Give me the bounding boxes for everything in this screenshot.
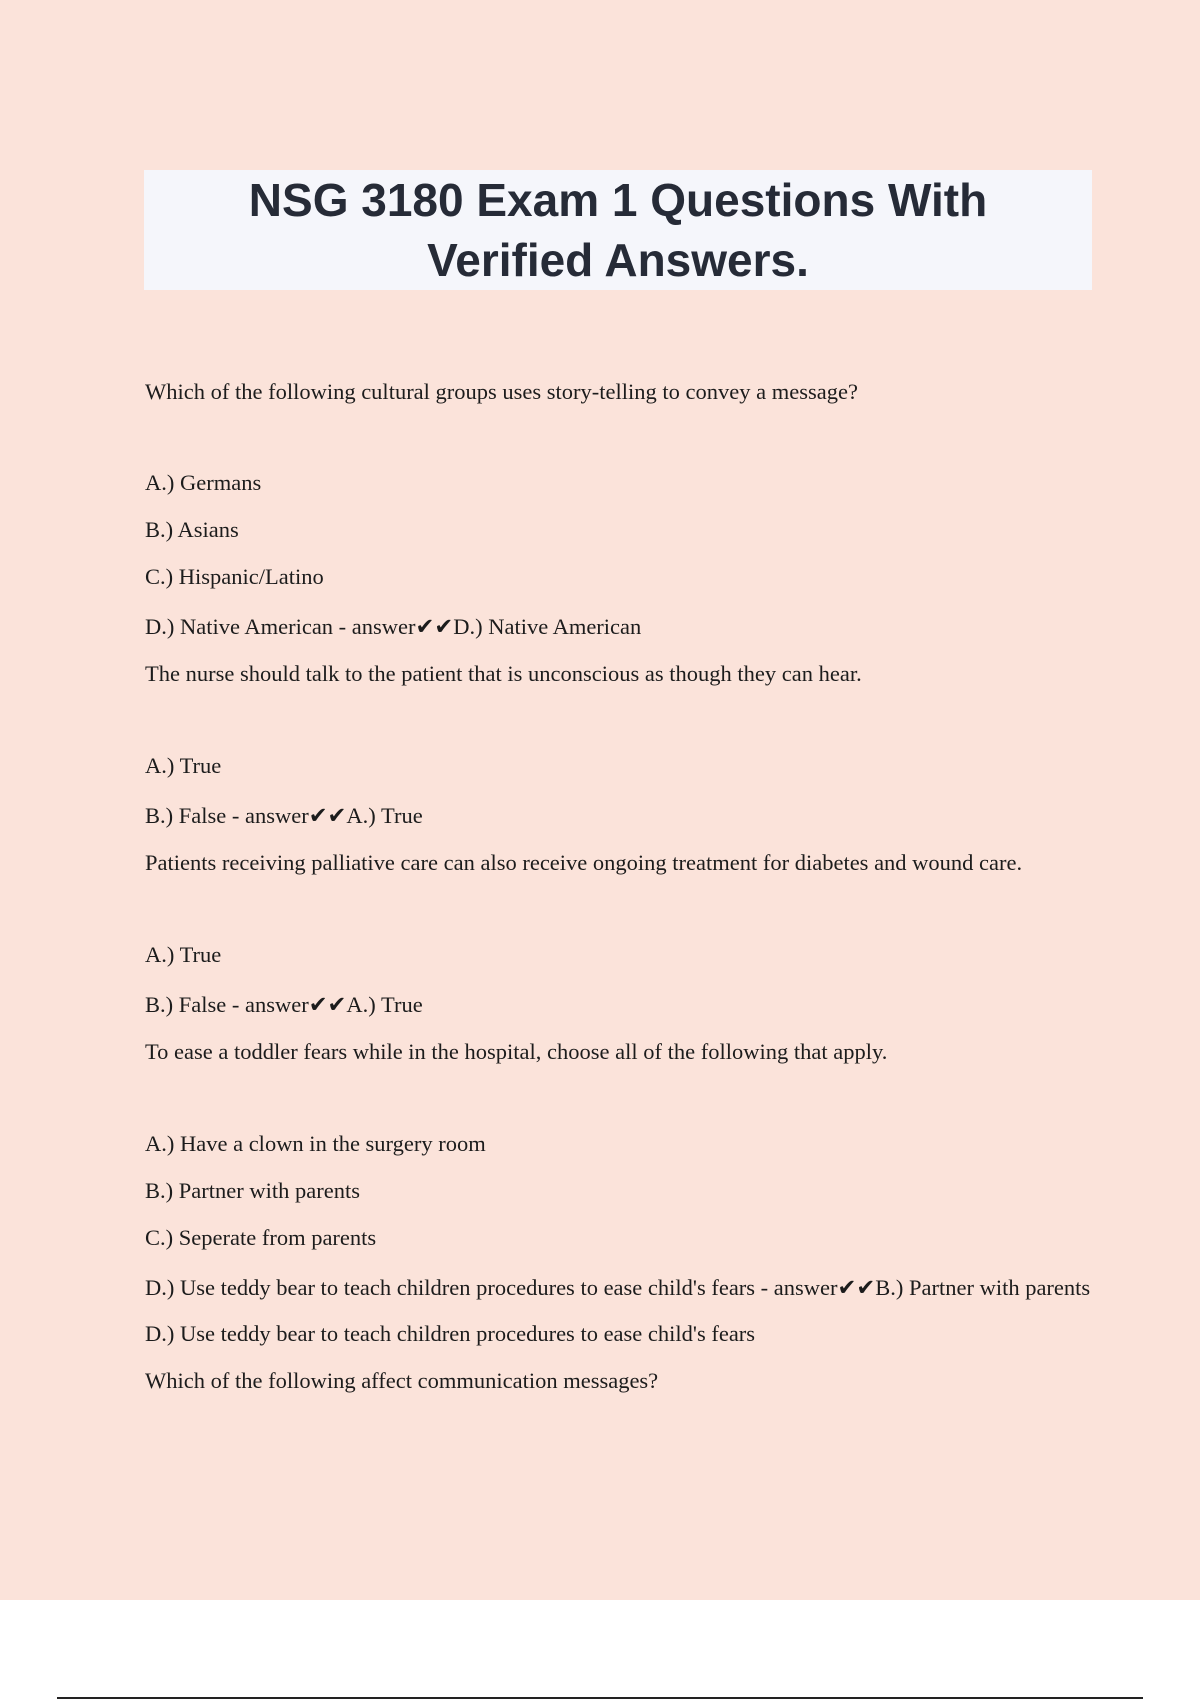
question-text: Patients receiving palliative care can also receive ongoing treatment for diabetes and wound care. (145, 850, 1023, 875)
question-text: Which of the following cultural groups uses story-telling to convey a message? (145, 379, 858, 404)
question-text: Which of the following affect communication messages? (145, 1368, 659, 1393)
answer-option: C.) Hispanic/Latino (145, 564, 324, 589)
answer-option: B.) False - answer✔✔A.) True (145, 803, 423, 828)
answer-option: B.) Partner with parents (145, 1178, 360, 1203)
answer-option: A.) True (145, 942, 222, 967)
footer-rule (57, 1697, 1143, 1699)
answer-option: B.) Asians (145, 517, 239, 542)
question-text: The nurse should talk to the patient that is unconscious as though they can hear. (145, 661, 862, 686)
answer-option: B.) False - answer✔✔A.) True (145, 992, 423, 1017)
document-title-line-2: Verified Answers. (427, 234, 809, 286)
answer-option: C.) Seperate from parents (145, 1225, 377, 1250)
document-title-line-1: NSG 3180 Exam 1 Questions With (248, 174, 988, 226)
answer-option: A.) True (145, 753, 222, 778)
title-banner (144, 170, 1092, 290)
answer-option: D.) Native American - answer✔✔D.) Native American (145, 614, 642, 639)
answer-option: A.) Have a clown in the surgery room (145, 1131, 486, 1156)
question-text: To ease a toddler fears while in the hospital, choose all of the following that apply. (145, 1039, 888, 1064)
answer-option: A.) Germans (145, 470, 262, 495)
answer-option: D.) Use teddy bear to teach children procedures to ease child's fears (145, 1321, 756, 1346)
document-body (145, 376, 1105, 1396)
answer-option: D.) Use teddy bear to teach children procedures to ease child's fears - answer✔✔B.) Partner with parents (145, 1275, 1091, 1300)
